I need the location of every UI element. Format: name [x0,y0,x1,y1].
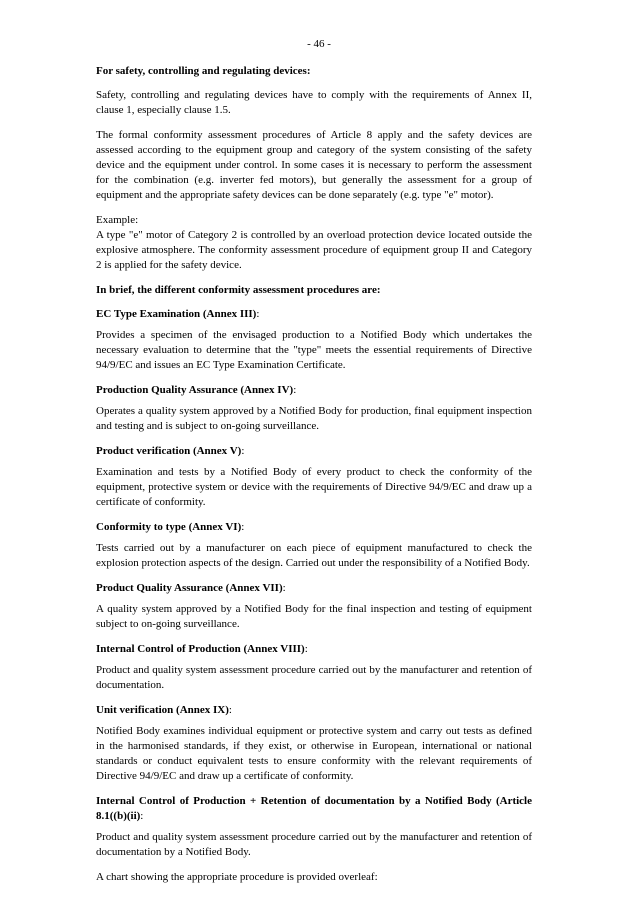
procedure-description: Provides a specimen of the envisaged production to a Notified Body which undertakes the necessary evaluation to determine that the "type" meets the essential requirements of Directive 94/9/EC and issues an EC Type Examination Certificate. [96,329,532,371]
example-label: Example: [96,214,139,226]
example-text: A type "e" motor of Category 2 is controlled by an overload protection device located outside the explosive atmosphere. The conformity assessment procedure of equipment group II and Category 2 is applied for the safety device. [96,229,532,271]
procedure-title: Conformity to type (Annex VI) [96,521,242,533]
procedure-title: Product Quality Assurance (Annex VII) [96,582,283,594]
procedure-description: Notified Body examines individual equipment or protective system and carry out tests as defined in the harmonised standards, if they exist, or otherwise in European, international or national standards or conduct equivalent tests to ensure conformity with the relevant requirements of Directive 94/9/EC and draw up a certificate of conformity. [96,725,532,782]
section-heading: For safety, controlling and regulating devices: [96,65,311,77]
procedure-title: Product verification (Annex V) [96,445,242,457]
example-block [96,213,532,273]
procedure-item [96,642,532,693]
procedure-description: Product and quality system assessment procedure carried out by the manufacturer and retention of documentation. [96,664,532,691]
procedure-description: Product and quality system assessment procedure carried out by the manufacturer and retention of documentation by a Notified Body. [96,831,532,858]
procedure-item [96,581,532,632]
procedure-title-colon: : [241,521,245,533]
procedure-title: Internal Control of Production + Retention of documentation by a Notified Body (Article 8.1((b)(ii) [96,795,532,822]
procedure-title-colon: : [241,445,245,457]
procedure-title: Production Quality Assurance (Annex IV) [96,384,294,396]
procedure-title-colon: : [228,704,232,716]
procedure-title: Internal Control of Production (Annex VIII) [96,643,305,655]
paragraph: The formal conformity assessment procedures of Article 8 apply and the safety devices are assessed according to the equipment group and category of the system consisting of the safety device and the equipment under control. In some cases it is necessary to perform the assessment for the combination (e.g. inverter fed motors), but generally the assessment for a group of equipment and the appropriate safety devices can be done separately (e.g. type "e" motor). [96,129,532,201]
procedure-title-colon: : [304,643,308,655]
procedure-item [96,794,532,860]
procedures-heading: In brief, the different conformity assessment procedures are: [96,284,381,296]
closing-sentence: A chart showing the appropriate procedure is provided overleaf: [96,871,378,883]
procedure-title: EC Type Examination (Annex III) [96,308,257,320]
page-content [96,64,532,895]
procedure-description: Tests carried out by a manufacturer on each piece of equipment manufactured to check the explosion protection aspects of the design. Carried out under the responsibility of a Notified Body. [96,542,532,569]
procedure-item [96,383,532,434]
procedure-title: Unit verification (Annex IX) [96,704,229,716]
paragraph: Safety, controlling and regulating devices have to comply with the requirements of Annex II, clause 1, especially clause 1.5. [96,89,532,116]
procedure-title-colon: : [293,384,297,396]
procedure-description: Operates a quality system approved by a Notified Body for production, final equipment inspection and testing and is subject to on-going surveillance. [96,405,532,432]
procedure-title-colon: : [256,308,260,320]
procedure-description: Examination and tests by a Notified Body of every product to check the conformity of the equipment, protective system or device with the requirements of Directive 94/9/EC and draw up a certificate of conformity. [96,466,532,508]
procedure-title-colon: : [282,582,286,594]
procedure-title-colon: : [140,810,144,822]
procedure-item [96,520,532,571]
procedure-item [96,307,532,373]
procedure-item [96,444,532,510]
procedure-description: A quality system approved by a Notified Body for the final inspection and testing of equipment subject to on-going surveillance. [96,603,532,630]
page-number: - 46 - [307,38,331,50]
procedure-item [96,703,532,784]
